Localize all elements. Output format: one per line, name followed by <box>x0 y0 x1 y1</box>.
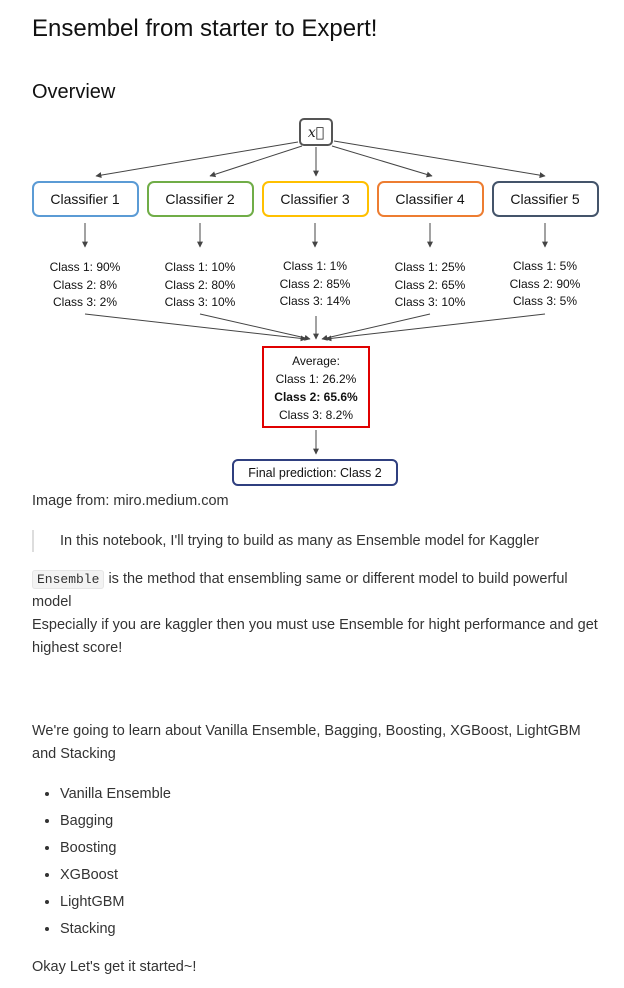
intro-text: is the method that ensembling same or different model to build powerful model <box>32 571 568 610</box>
classifier-4-prob-1: Class 1: 25% <box>394 260 466 274</box>
final-prediction-label: Final prediction: Class 2 <box>248 466 382 480</box>
classifier-1-prob-2: Class 2: 8% <box>52 278 118 292</box>
classifier-2-prob-1: Class 1: 10% <box>164 260 236 274</box>
average-heading: Average: <box>292 354 340 368</box>
classifier-3-prob-2: Class 2: 85% <box>279 277 351 291</box>
average-class-1: Class 1: 26.2% <box>275 372 357 386</box>
intro-line-2: Especially if you are kaggler then you must use Ensemble for hight performance and get highest score! <box>32 617 598 656</box>
classifier-4-prob-3: Class 3: 10% <box>394 295 466 309</box>
topics-paragraph: We're going to learn about Vanilla Ensemble, Bagging, Boosting, XGBoost, LightGBM and Stacking <box>32 723 581 762</box>
classifier-1-prob-1: Class 1: 90% <box>49 260 121 274</box>
topics-list <box>32 782 171 944</box>
image-credit: Image from: miro.medium.com <box>32 493 229 509</box>
classifier-5-prob-2: Class 2: 90% <box>509 277 581 291</box>
closing-text: Okay Let's get it started~! <box>32 959 197 975</box>
classifier-2-prob-3: Class 3: 10% <box>164 295 236 309</box>
intro-paragraph <box>32 568 602 660</box>
classifier-3-prob-3: Class 3: 14% <box>279 294 351 308</box>
classifier-1-label: Classifier 1 <box>50 191 120 207</box>
overview-heading: Overview <box>32 81 116 103</box>
list-item: • Stacking <box>60 917 171 944</box>
ensemble-code: Ensemble <box>32 570 104 589</box>
classifier-5-label: Classifier 5 <box>510 191 580 207</box>
average-class-2: Class 2: 65.6% <box>274 390 358 404</box>
input-symbol: x⃗ <box>307 125 325 141</box>
ensemble-diagram <box>0 110 624 490</box>
classifier-5-prob-3: Class 3: 5% <box>512 294 578 308</box>
classifier-4-prob-2: Class 2: 65% <box>394 278 466 292</box>
quote-text: In this notebook, I'll trying to build as many as Ensemble model for Kaggler <box>60 533 540 549</box>
input-arrows <box>96 141 545 176</box>
aggregate-arrows <box>85 314 545 339</box>
average-class-3: Class 3: 8.2% <box>278 408 354 422</box>
list-item: • Boosting <box>60 836 171 863</box>
blockquote <box>32 530 539 552</box>
page-title: Ensembel from starter to Expert! <box>32 15 378 42</box>
classifier-3-prob-1: Class 1: 1% <box>282 259 348 273</box>
list-item: • LightGBM <box>60 890 171 917</box>
list-item: • XGBoost <box>60 863 171 890</box>
classifier-5-prob-1: Class 1: 5% <box>512 259 578 273</box>
classifier-2-label: Classifier 2 <box>165 191 235 207</box>
list-item: • Vanilla Ensemble <box>60 782 171 809</box>
classifier-1-prob-3: Class 3: 2% <box>52 295 118 309</box>
classifier-2-prob-2: Class 2: 80% <box>164 278 236 292</box>
classifier-3-label: Classifier 3 <box>280 191 350 207</box>
list-item: • Bagging <box>60 809 171 836</box>
classifier-4-label: Classifier 4 <box>395 191 465 207</box>
